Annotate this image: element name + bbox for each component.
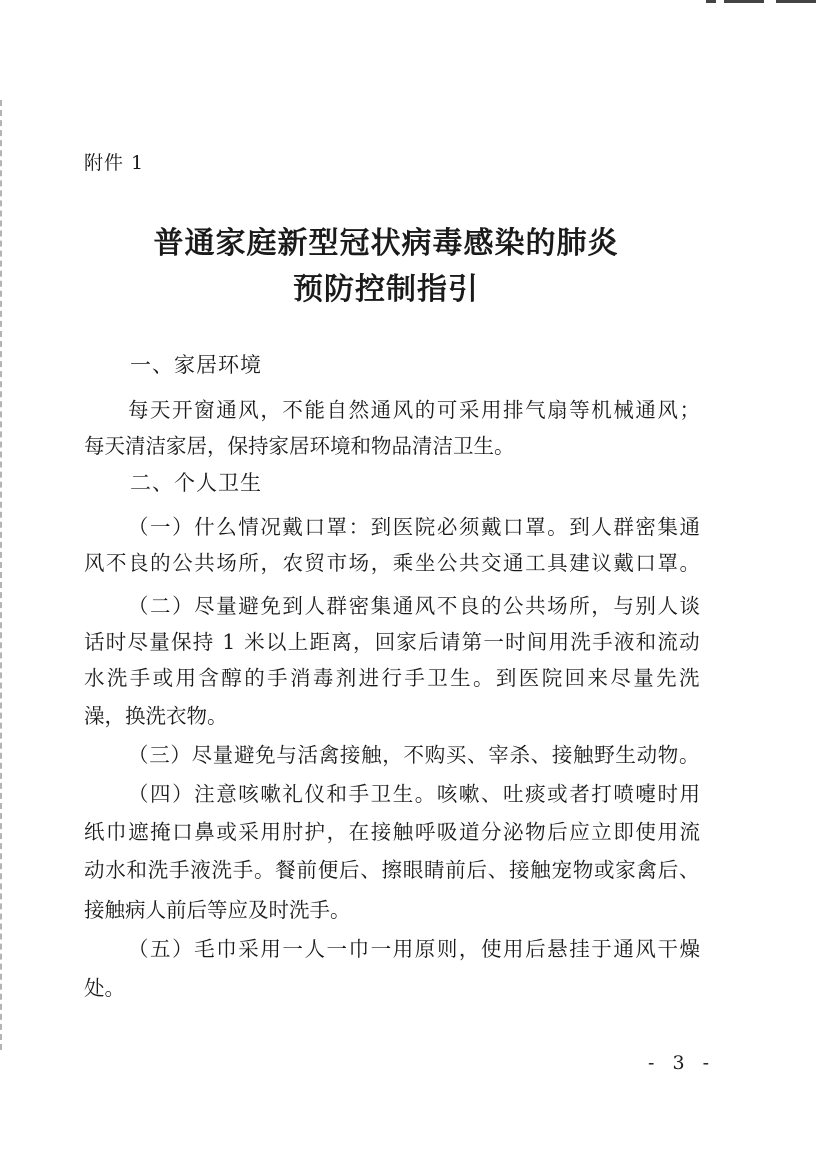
paragraph-line: （四）注意咳嗽礼仪和手卫生。咳嗽、吐痰或者打喷嚏时用 <box>128 782 702 806</box>
paragraph-line: （二）尽量避免到人群密集通风不良的公共场所，与别人谈 <box>128 594 702 618</box>
attachment-label: 附件 1 <box>84 152 145 174</box>
paragraph-line: 风不良的公共场所，农贸市场，乘坐公共交通工具建议戴口罩。 <box>84 551 702 575</box>
page-number: - 3 - <box>648 1052 716 1074</box>
paragraph-line: 话时尽量保持 1 米以上距离，回家后请第一时间用洗手液和流动 <box>84 630 701 654</box>
document-title-line-1: 普通家庭新型冠状病毒感染的肺炎 <box>153 226 619 261</box>
section-heading-personal-hygiene: 二、个人卫生 <box>130 471 262 495</box>
document-title-line-2: 预防控制指引 <box>293 272 479 307</box>
section-heading-home-environment: 一、家居环境 <box>130 353 262 377</box>
paragraph-line: （一）什么情况戴口罩：到医院必须戴口罩。到人群密集通 <box>128 515 702 539</box>
paragraph-line: 每天清洁家居，保持家居环境和物品清洁卫生。 <box>84 434 515 458</box>
paragraph-line: 每天开窗通风，不能自然通风的可采用排气扇等机械通风； <box>128 398 702 422</box>
paragraph-line: 动水和洗手液洗手。餐前便后、擦眼睛前后、接触宠物或家禽后、 <box>84 858 701 882</box>
paragraph-line: （五）毛巾采用一人一巾一用原则，使用后悬挂于通风干燥 <box>128 937 702 961</box>
paragraph-line: 水洗手或用含醇的手消毒剂进行手卫生。到医院回来尽量先洗 <box>84 666 702 690</box>
paragraph-line: 纸巾遮掩口鼻或采用肘护，在接触呼吸道分泌物后应立即使用流 <box>84 820 702 844</box>
paragraph-line: 澡，换洗衣物。 <box>84 704 228 728</box>
paragraph-line: 处。 <box>84 976 125 1000</box>
paragraph-line: （三）尽量避免与活禽接触，不购买、宰杀、接触野生动物。 <box>128 743 701 767</box>
paragraph-line: 接触病人前后等应及时洗手。 <box>84 898 351 922</box>
scan-top-mark <box>706 0 818 6</box>
